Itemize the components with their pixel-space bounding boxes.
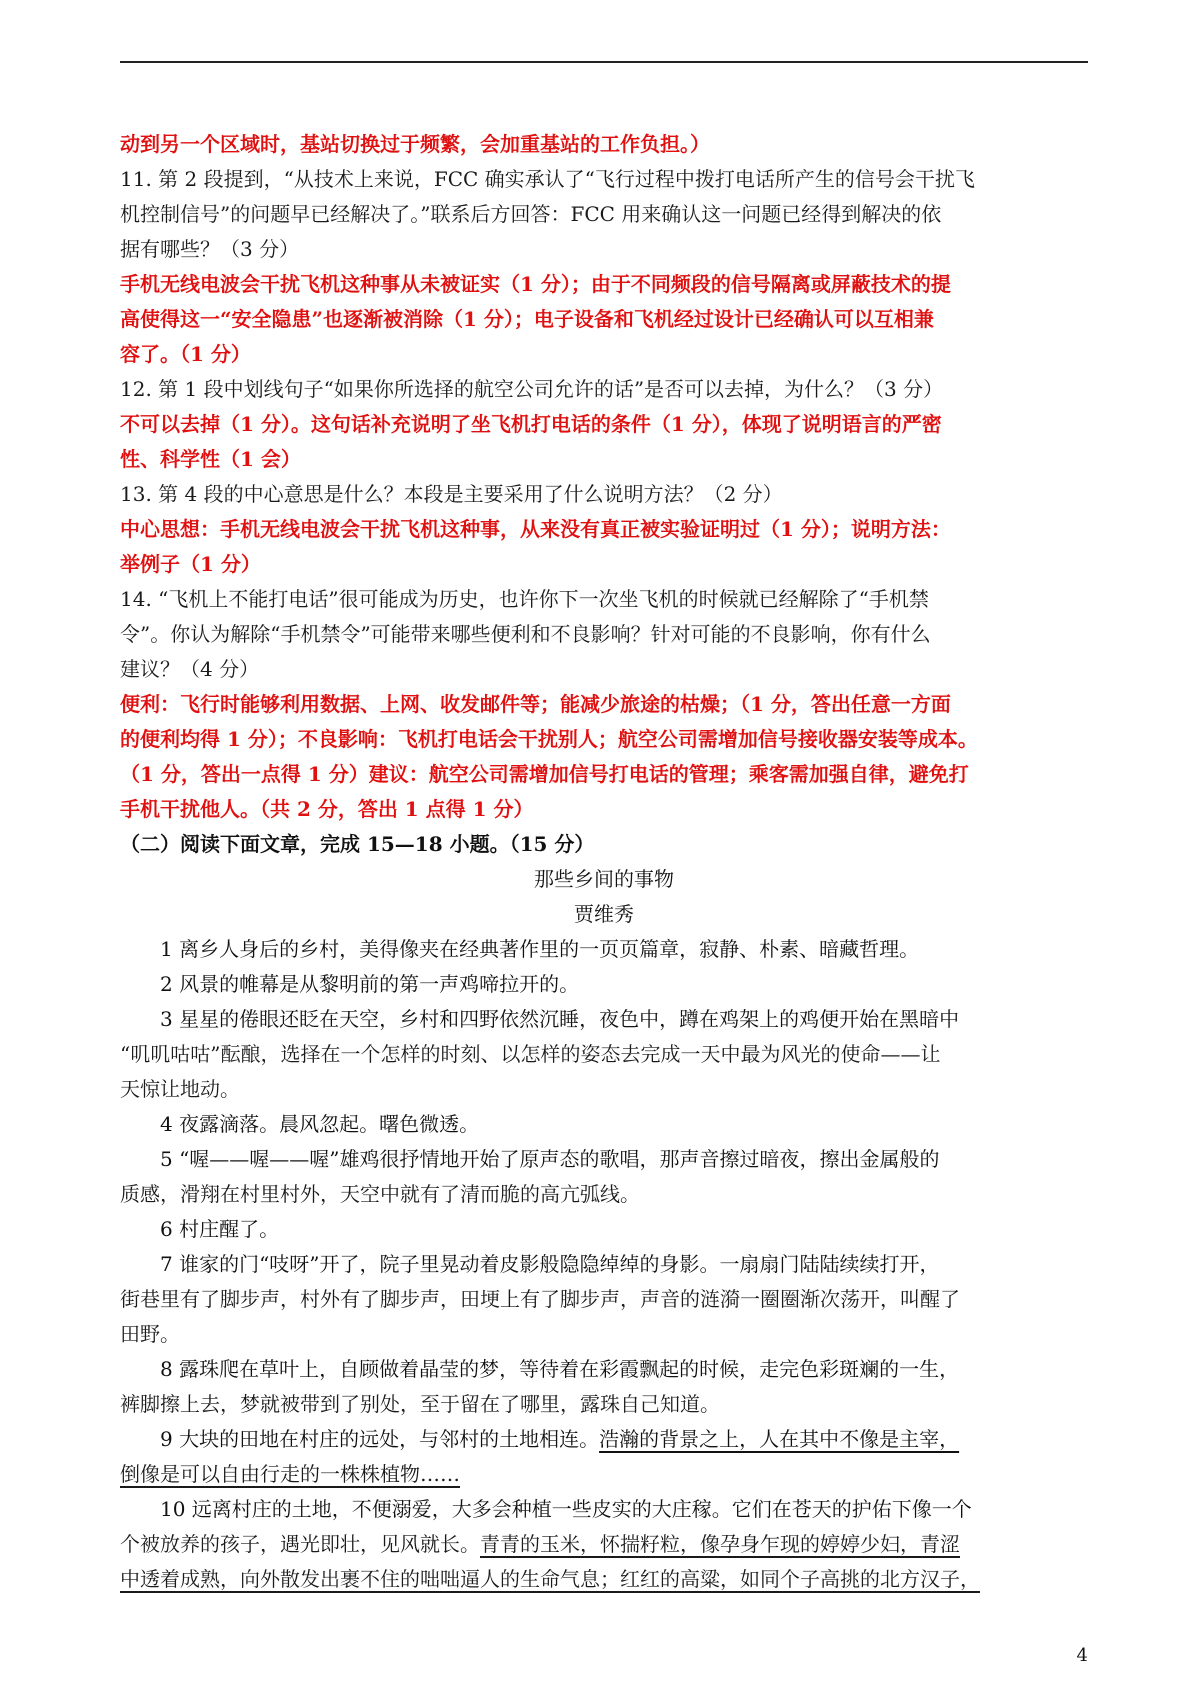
line-text: 不可以去掉（1 分）。这句话补充说明了坐飞机打电话的条件（1 分），体现了说明语言的严密 xyxy=(120,412,942,436)
text-line xyxy=(120,232,1088,267)
line-text: 4 夜露滴落。晨风忽起。曙色微透。 xyxy=(160,1112,480,1136)
text-line xyxy=(120,1107,1088,1142)
text-line xyxy=(120,372,1088,407)
document-body xyxy=(120,127,1088,1597)
line-text: 中心思想：手机无线电波会干扰飞机这种事，从来没有真正被实验证明过（1 分）；说明方法： xyxy=(120,517,951,541)
line-text: （1 分，答出一点得 1 分）建议：航空公司需增加信号打电话的管理；乘客需加强自律，避免打 xyxy=(120,762,969,786)
text-line xyxy=(120,757,1088,792)
line-text: 13. 第 4 段的中心意思是什么？本段是主要采用了什么说明方法？（2 分） xyxy=(120,482,783,506)
line-text: 手机无线电波会干扰飞机这种事从未被证实（1 分）；由于不同频段的信号隔离或屏蔽技术的提 xyxy=(120,272,951,296)
line-text: 据有哪些？（3 分） xyxy=(120,237,300,261)
line-text: 举例子（1 分） xyxy=(120,552,261,576)
text-line xyxy=(120,1492,1088,1527)
text-line xyxy=(120,932,1088,967)
text-line xyxy=(120,967,1088,1002)
text-line xyxy=(120,617,1088,652)
text-line xyxy=(120,1457,1088,1492)
line-text: 3 星星的倦眼还眨在天空，乡村和四野依然沉睡，夜色中，蹲在鸡架上的鸡便开始在黑暗中 xyxy=(160,1007,960,1031)
text-line xyxy=(120,162,1088,197)
text-line xyxy=(120,407,1088,442)
line-text: 田野。 xyxy=(120,1322,180,1346)
line-text: 7 谁家的门“吱呀”开了，院子里晃动着皮影般隐隐绰绰的身影。一扇扇门陆陆续续打开， xyxy=(160,1252,940,1276)
text-line xyxy=(120,652,1088,687)
text-line xyxy=(120,722,1088,757)
line-text: 高使得这一“安全隐患”也逐渐被消除（1 分）；电子设备和飞机经过设计已经确认可以互相兼 xyxy=(120,307,934,331)
text-line xyxy=(120,897,1088,932)
text-line xyxy=(120,1037,1088,1072)
text-line xyxy=(120,302,1088,337)
text-line xyxy=(120,1177,1088,1212)
line-text: 质感，滑翔在村里村外，天空中就有了清而脆的高亢弧线。 xyxy=(120,1182,640,1206)
page-number: 4 xyxy=(1076,1645,1088,1666)
line-text: 10 远离村庄的土地，不便溺爱，大多会种植一些皮实的大庄稼。它们在苍天的护佑下像一个 xyxy=(160,1497,972,1521)
line-text: 2 风景的帷幕是从黎明前的第一声鸡啼拉开的。 xyxy=(160,972,580,996)
text-line xyxy=(120,1002,1088,1037)
line-text: 天惊让地动。 xyxy=(120,1077,240,1101)
line-text: 手机干扰他人。（共 2 分，答出 1 点得 1 分） xyxy=(120,797,534,821)
text-line xyxy=(120,1212,1088,1247)
line-text: 便利：飞行时能够利用数据、上网、收发邮件等；能减少旅途的枯燥；（1 分，答出任意一方面 xyxy=(120,692,951,716)
line-text: 动到另一个区域时，基站切换过于频繁，会加重基站的工作负担。） xyxy=(120,132,710,156)
text-line xyxy=(120,827,1088,862)
text-line xyxy=(120,1352,1088,1387)
text-line xyxy=(120,1422,1088,1457)
line-text: 街巷里有了脚步声，村外有了脚步声，田埂上有了脚步声，声音的涟漪一圈圈渐次荡开，叫醒了 xyxy=(120,1287,960,1311)
line-text: 个被放养的孩子，遇光即壮，见风就长。 xyxy=(120,1532,480,1556)
text-line xyxy=(120,862,1088,897)
line-text: 贾维秀 xyxy=(574,902,634,926)
text-line xyxy=(120,1142,1088,1177)
text-line xyxy=(120,1247,1088,1282)
line-text: 建议？（4 分） xyxy=(120,657,260,681)
text-line xyxy=(120,477,1088,512)
text-line xyxy=(120,687,1088,722)
text-line xyxy=(120,127,1088,162)
line-text: 机控制信号”的问题早已经解决了。”联系后方回答：FCC 用来确认这一问题已经得到解决的依 xyxy=(120,202,942,226)
text-line xyxy=(120,1562,1088,1597)
text-line xyxy=(120,1072,1088,1107)
line-text: 性、科学性（1 会） xyxy=(120,447,301,471)
line-text: 令”。你认为解除“手机禁令”可能带来哪些便利和不良影响？针对可能的不良影响，你有什么 xyxy=(120,622,931,646)
line-text: 14. “飞机上不能打电话”很可能成为历史，也许你下一次坐飞机的时候就已经解除了“手机禁 xyxy=(120,587,929,611)
line-text: 容了。（1 分） xyxy=(120,342,251,366)
text-line xyxy=(120,267,1088,302)
underlined-sentence: 中透着成熟，向外散发出裹不住的咄咄逼人的生命气息；红红的高粱，如同个子高挑的北方汉子， xyxy=(120,1567,980,1591)
text-line xyxy=(120,1282,1088,1317)
underlined-sentence: 青青的玉米，怀揣籽粒，像孕身乍现的婷婷少妇，青涩 xyxy=(480,1532,960,1556)
text-line xyxy=(120,337,1088,372)
underlined-sentence: 倒像是可以自由行走的一株株植物…… xyxy=(120,1462,460,1486)
line-text: 5 “喔——喔——喔”雄鸡很抒情地开始了原声态的歌唱，那声音擦过暗夜，擦出金属般的 xyxy=(160,1147,940,1171)
line-text: 9 大块的田地在村庄的远处，与邻村的土地相连。 xyxy=(160,1427,600,1451)
header-rule xyxy=(120,61,1088,63)
line-text: 11. 第 2 段提到，“从技术上来说，FCC 确实承认了“飞行过程中拨打电话所产生的信号会干扰飞 xyxy=(120,167,975,191)
text-line xyxy=(120,442,1088,477)
text-line xyxy=(120,512,1088,547)
line-text: “叽叽咕咕”酝酿，选择在一个怎样的时刻、以怎样的姿态去完成一天中最为风光的使命——让 xyxy=(120,1042,941,1066)
line-text: 12. 第 1 段中划线句子“如果你所选择的航空公司允许的话”是否可以去掉，为什么？（3 分） xyxy=(120,377,944,401)
line-text: 的便利均得 1 分）；不良影响：飞机打电话会干扰别人；航空公司需增加信号接收器安装等成本。 xyxy=(120,727,978,751)
line-text: （二）阅读下面文章，完成 15—18 小题。（15 分） xyxy=(120,832,595,856)
text-line xyxy=(120,547,1088,582)
text-line xyxy=(120,1387,1088,1422)
text-line xyxy=(120,792,1088,827)
line-text: 8 露珠爬在草叶上，自顾做着晶莹的梦，等待着在彩霞飘起的时候，走完色彩斑斓的一生， xyxy=(160,1357,960,1381)
line-text: 6 村庄醒了。 xyxy=(160,1217,280,1241)
line-text: 1 离乡人身后的乡村，美得像夹在经典著作里的一页页篇章，寂静、朴素、暗藏哲理。 xyxy=(160,937,920,961)
text-line xyxy=(120,1527,1088,1562)
text-line xyxy=(120,1317,1088,1352)
text-line xyxy=(120,197,1088,232)
underlined-sentence: 浩瀚的背景之上，人在其中不像是主宰， xyxy=(599,1427,960,1451)
text-line xyxy=(120,582,1088,617)
line-text: 裤脚擦上去，梦就被带到了别处，至于留在了哪里，露珠自己知道。 xyxy=(120,1392,720,1416)
line-text: 那些乡间的事物 xyxy=(534,867,674,891)
